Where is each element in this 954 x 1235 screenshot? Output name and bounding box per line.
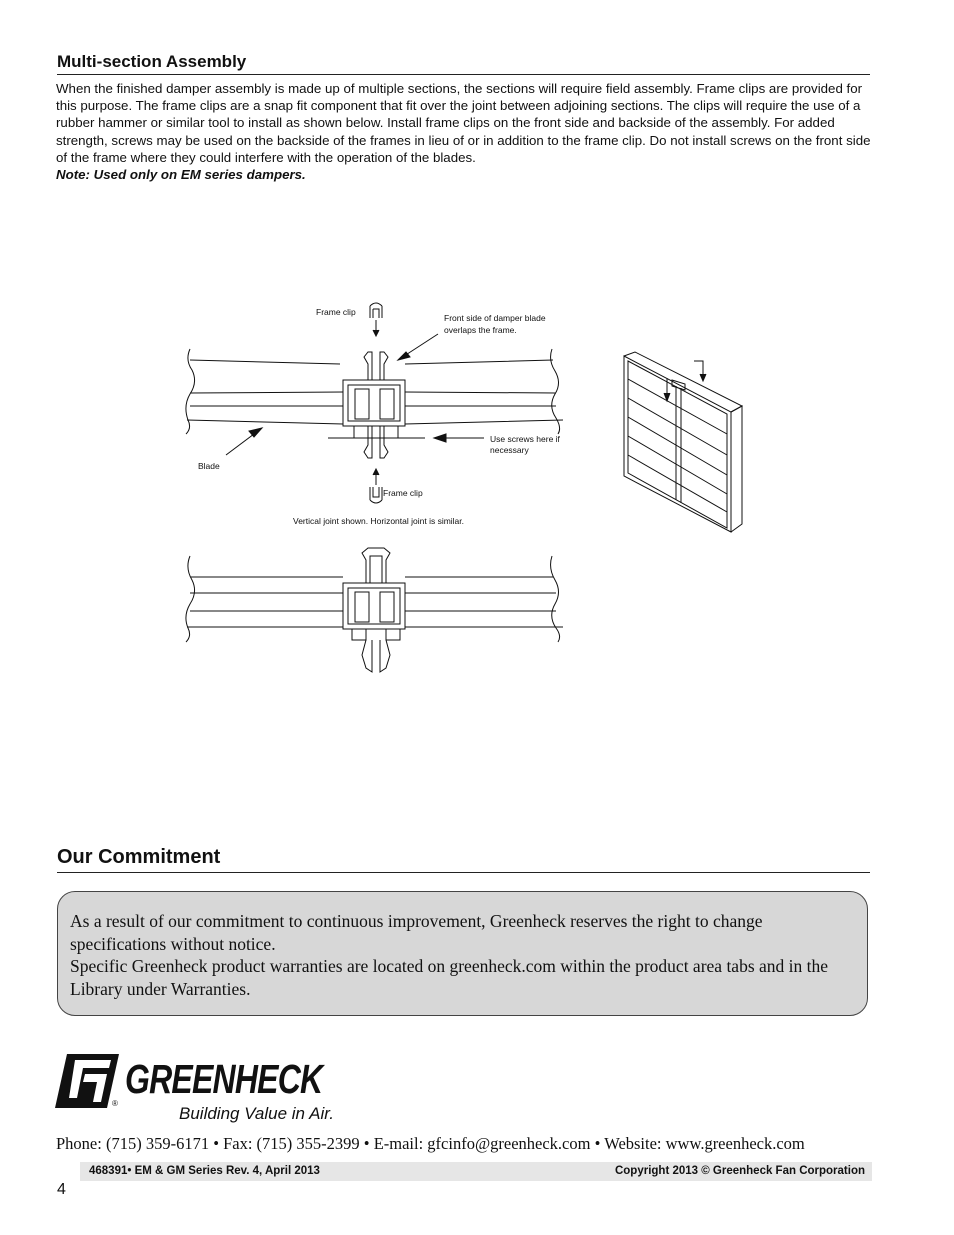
section-title: Multi-section Assembly (57, 52, 247, 71)
label-screws-2: necessary (490, 445, 529, 455)
label-front-side-1: Front side of damper blade (444, 313, 546, 323)
commitment-text-2: Specific Greenheck product warranties are located on greenheck.com within the product area tabs and in the Library under Warranties. (70, 956, 829, 999)
label-front-side-2: overlaps the frame. (444, 325, 517, 335)
intro-text (56, 80, 871, 183)
label-frame-clip-bottom: Frame clip (383, 488, 423, 498)
logo-tagline: Building Value in Air. (179, 1104, 334, 1123)
label-frame-clip-top: Frame clip (316, 307, 356, 317)
frame-clip-diagram (0, 290, 954, 690)
label-screws-1: Use screws here if (490, 434, 560, 444)
logo-registered: ® (112, 1099, 118, 1108)
footer-document-id: 468391• EM & GM Series Rev. 4, April 2013 (89, 1165, 320, 1177)
footer-copyright: Copyright 2013 © Greenheck Fan Corporation (614, 1165, 865, 1177)
commitment-box (57, 891, 868, 1016)
footer-bar (80, 1162, 872, 1181)
diagram-caption: Vertical joint shown. Horizontal joint is similar. (293, 516, 465, 526)
commitment-title: Our Commitment (57, 846, 221, 868)
intro-note: Note: Used only on EM series dampers. (56, 167, 306, 183)
intro-paragraph: When the finished damper assembly is made up of multiple sections, the sections will require field assembly. Frame clips are provided for this purpose. The frame clips are a snap fit component that fit over the joint between adjoining sections. The clips will require the use of a rubber hammer or similar tool to install as shown below. Install frame clips on the front side and backside of the assembly. For added strength, screws may be used on the backside of the frames in lieu of or in addition to the frame clip. Do not install screws on the front side of the frame where they could interfere with the operation of the blades. (56, 81, 871, 165)
label-blade: Blade (198, 461, 220, 471)
greenheck-logo (55, 1052, 355, 1124)
page-number: 4 (57, 1181, 66, 1198)
section-divider (57, 74, 870, 75)
commitment-text-1: As a result of our commitment to continuous improvement, Greenheck reserves the right to change specifications without notice. (70, 911, 763, 954)
logo-wordmark: GREENHECK (125, 1056, 323, 1102)
greenheck-mark-icon (55, 1054, 119, 1108)
contact-line: Phone: (715) 359-6171 • Fax: (715) 355-2399 • E-mail: gfcinfo@greenheck.com • Website: www.greenheck.com (56, 1134, 805, 1153)
commitment-divider (57, 872, 870, 873)
